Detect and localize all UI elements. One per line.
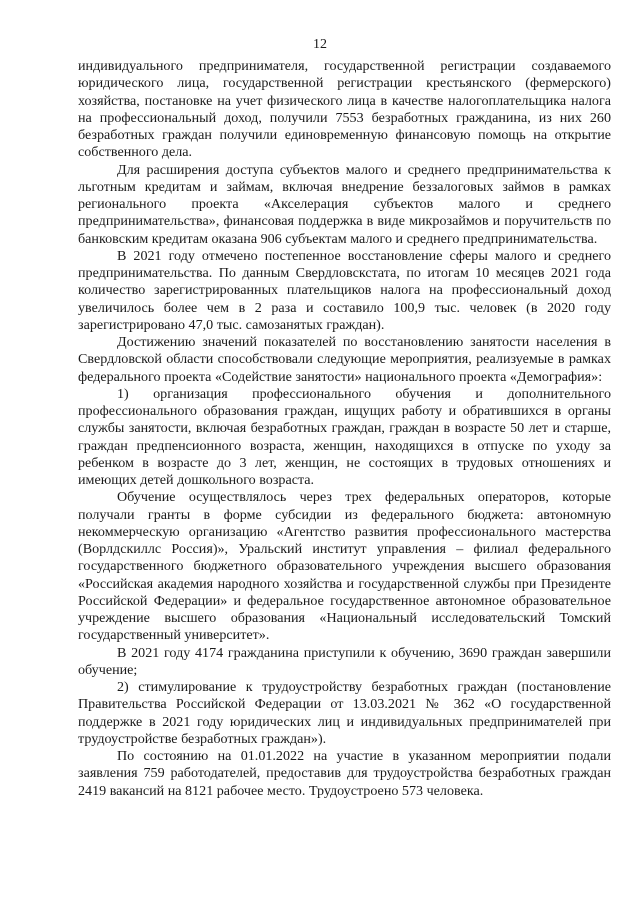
paragraph-credit-support: Для расширения доступа субъектов малого и среднего предпринимательства к льготным кредитам и займам, включая внедрение беззалоговых займов в рамках регионального проекта «Акселерация субъектов малого и среднего предпринимательства», финансовая поддержка в виде микрозаймов и поручительств по банковским кредитам оказана 906 субъектам малого и среднего предпринимательства. [78,161,611,247]
paragraph-training-results: В 2021 году 4174 гражданина приступили к обучению, 3690 граждан завершили обучение; [78,644,611,678]
paragraph-continuation: индивидуального предпринимателя, государственной регистрации создаваемого юридического лица, государственной регистрации крестьянского (фермерского) хозяйства, постановке на учет физического лица в качестве налогоплательщика налога на профессиональный доход, получили 7553 безработных гражданина, из них 260 безработных граждан получили единовременную финансовую помощь на открытие собственного дела. [78,58,611,161]
paragraph-measures-intro: Достижению значений показателей по восстановлению занятости населения в Свердловской области способствовали следующие мероприятия, реализуемые в рамках федерального проекта «Содействие занятости» национального проекта «Демография»: [78,334,611,385]
body-text [78,58,611,800]
paragraph-employment-results: По состоянию на 01.01.2022 на участие в указанном мероприятии подали заявления 759 работодателей, предоставив для трудоустройства безработных граждан 2419 вакансий на 8121 рабочее место. Трудоустроено 573 человека. [78,748,611,799]
page-number: 12 [313,37,327,52]
paragraph-operators: Обучение осуществлялось через трех федеральных операторов, которые получали гранты в форме субсидии из федерального бюджета: автономную некоммерческую организацию «Агентство развития профессионального мастерства (Ворлдскиллс Россия)», Уральский институт управления – филиал федерального государственного бюджетного образовательного учреждения высшего образования «Российская академия народного хозяйства и государственной службы при Президенте Российской Федерации» и федеральное государственное автономное образовательное учреждение высшего образования «Национальный исследовательский Томский государственный университет». [78,489,611,644]
paragraph-item-employment: 2) стимулирование к трудоустройству безработных граждан (постановление Правительства Российской Федерации от 13.03.2021 № 362 «О государственной поддержке в 2021 году юридических лиц и индивидуальных предпринимателей при трудоустройстве безработных граждан»). [78,679,611,747]
paragraph-business-recovery: В 2021 году отмечено постепенное восстановление сферы малого и среднего предпринимательства. По данным Свердловскстата, по итогам 10 месяцев 2021 года количество зарегистрированных плательщиков налога на профессиональный доход увеличилось более чем в 2 раза и составило 100,9 тыс. человек (в 2020 году зарегистрировано 47,0 тыс. самозанятых граждан). [78,247,611,333]
paragraph-item-training: 1) организация профессионального обучения и дополнительного профессионального образования граждан, ищущих работу и обратившихся в органы службы занятости, включая безработных граждан, граждан в возрасте 50 лет и старше, граждан предпенсионного возраста, женщин, находящихся в отпуске по уходу за ребенком в возрасте до 3 лет, женщин, не состоящих в трудовых отношениях и имеющих детей дошкольного возраста. [78,385,611,488]
